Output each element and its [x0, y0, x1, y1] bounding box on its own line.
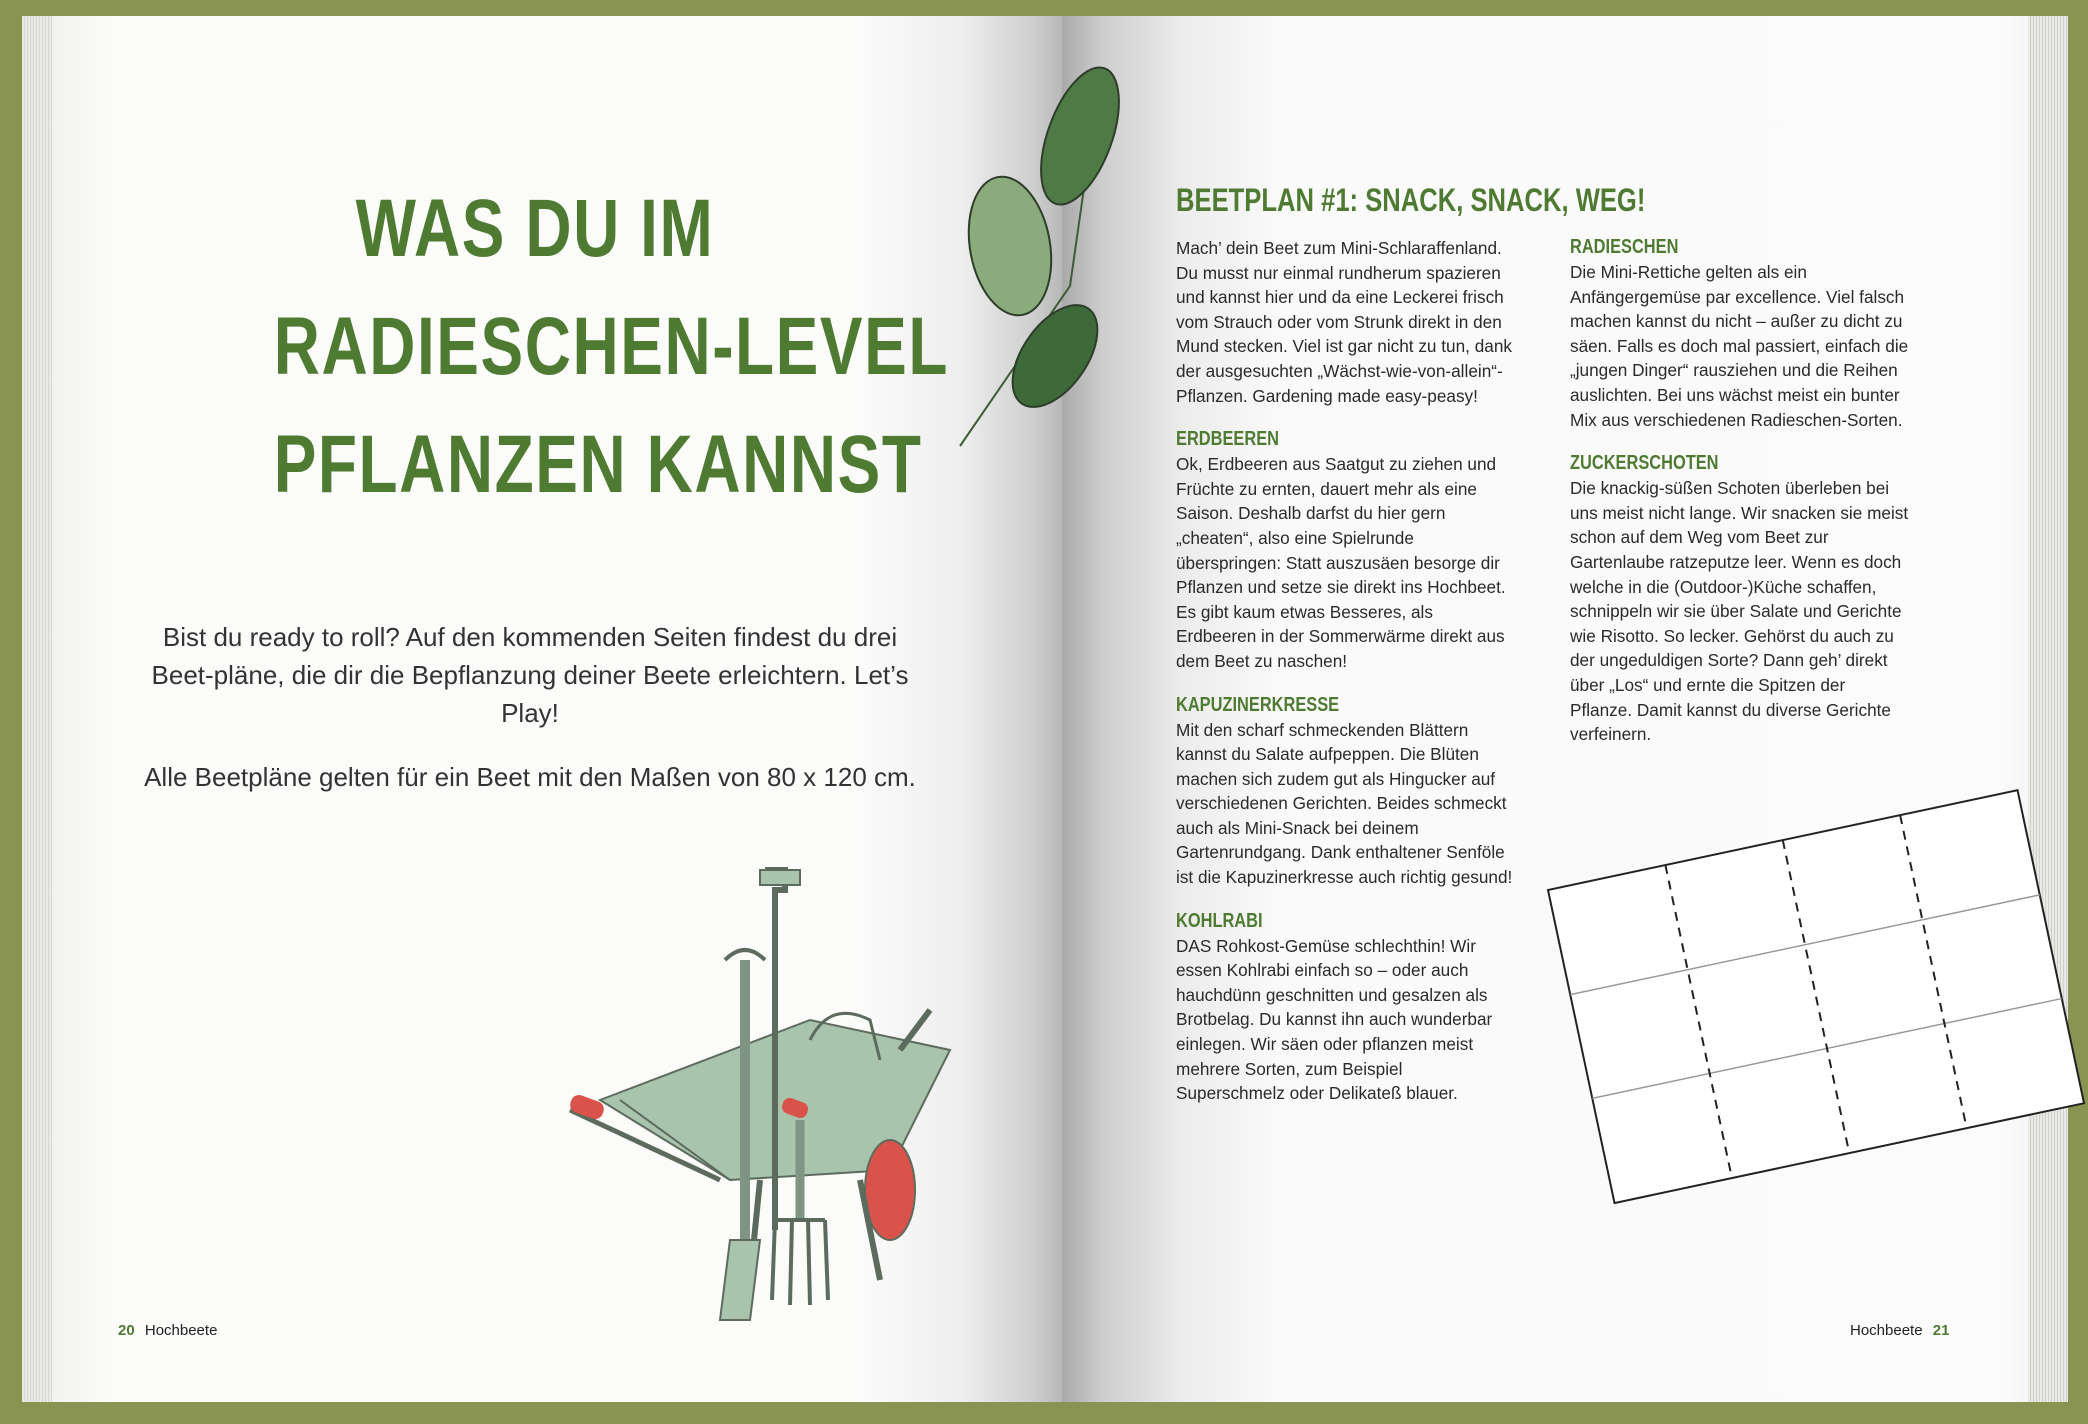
wheelbarrow-tools-illustration: [560, 860, 980, 1320]
section-title-kohlrabi: KOHLRABI: [1176, 909, 1263, 932]
title-line-1: WAS DU IM: [355, 183, 715, 274]
page-edge-left: [22, 16, 52, 1402]
running-head-left: Hochbeete: [144, 1322, 218, 1339]
title-line-2: RADIESCHEN-LEVEL: [273, 301, 949, 392]
running-head-right: Hochbeete: [1850, 1322, 1923, 1339]
section-title-zuckerschoten: ZUCKERSCHOTEN: [1570, 452, 1719, 475]
column-left: [1176, 236, 1516, 1124]
folio-right: [1850, 1322, 1955, 1339]
intro-text: [140, 618, 920, 822]
section-text-radieschen: Die Mini-Rettiche gelten als ein Anfängergemüse par excellence. Viel falsch machen kannst du nicht – außer zu dicht zu säen. Falls es doch mal passiert, einfach die „jungen Dinger“ rausziehen und die Reihen auslichten. Bei uns wächst meist ein bunter Mix aus verschiedenen Radieschen-Sorten.: [1570, 262, 1909, 430]
leaf-sprig-illustration: [950, 66, 1130, 466]
section-text-kohlrabi: DAS Rohkost-Gemüse schlechthin! Wir essen Kohlrabi einfach so – oder auch hauchdünn geschnitten und gesalzen als Brotbelag. Du kannst ihn auch wunderbar einlegen. Wir säen oder pflanzen meist mehrere Sorten, zum Beispiel Superschmelz oder Delikateß blauer.: [1176, 935, 1493, 1104]
beetplan-heading: BEETPLAN #1: SNACK, SNACK, WEG!: [1176, 182, 1646, 218]
section-title-kapuzinerkresse: KAPUZINERKRESSE: [1176, 693, 1340, 716]
beetplan-intro: Mach’ dein Beet zum Mini-Schlaraffenland. Du musst nur einmal rundherum spazieren und kannst hier und da eine Leckerei frisch vom Strauch oder vom Strunk direkt in den Mund stecken. Viel ist gar nicht zu tun, dank der ausgesuchten „Wächst-wie-von-allein“-Pflanzen. Gardening made easy-peasy!: [1176, 238, 1512, 406]
section-text-zuckerschoten: Die knackig-süßen Schoten überleben bei uns meist nicht lange. Wir snacken sie meist schon auf dem Weg vom Beet zur Gartenlaube ratzeputze leer. Wenn es doch welche in die (Outdoor-)Küche schaffen, schnippeln wir sie über Salate und Gerichte wie Risotto. So lecker. Gehörst du auch zu der ungeduldigen Sorte? Dann geh’ direkt über „Los“ und ernte die Spitzen der Pflanze. Damit kannst du diverse Gerichte verfeinern.: [1570, 478, 1909, 745]
page-title: [273, 170, 949, 524]
column-right: [1570, 234, 1910, 765]
intro-paragraph-2: Alle Beetpläne gelten für ein Beet mit den Maßen von 80 x 120 cm.: [144, 762, 916, 792]
title-line-3: PFLANZEN KANNST: [273, 419, 923, 510]
section-title-radieschen: RADIESCHEN: [1570, 236, 1679, 258]
bed-grid-diagram: [1530, 770, 2050, 1230]
page-number-right: 21: [1932, 1322, 1950, 1339]
section-text-erdbeeren: Ok, Erdbeeren aus Saatgut zu ziehen und Früchte zu ernten, dauert mehr als eine Saison. Deshalb darfst du hier gern „cheaten“, also eine Spielrunde überspringen: Statt auszusäen besorge dir Pflanzen und setze sie direkt ins Hochbeet. Es gibt kaum etwas Besseres, als Erdbeeren in der Sommerwärme direkt aus dem Beet zu naschen!: [1176, 454, 1506, 671]
intro-paragraph-1: Bist du ready to roll? Auf den kommenden Seiten findest du drei Beet-pläne, die dir die Bepflanzung deiner Beete erleichtern. Let’s Play!: [151, 622, 909, 728]
section-text-kapuzinerkresse: Mit den scharf schmeckenden Blättern kannst du Salate aufpeppen. Die Blüten machen sich zudem gut als Hingucker auf verschiedenen Gerichten. Beides schmeckt auch als Mini-Snack bei deinem Gartenrundgang. Dank enthaltener Senföle ist die Kapuzinerkresse auch richtig gesund!: [1176, 719, 1513, 888]
section-title-erdbeeren: ERDBEEREN: [1176, 428, 1279, 451]
page-number-left: 20: [118, 1322, 135, 1339]
folio-left: [112, 1322, 217, 1339]
